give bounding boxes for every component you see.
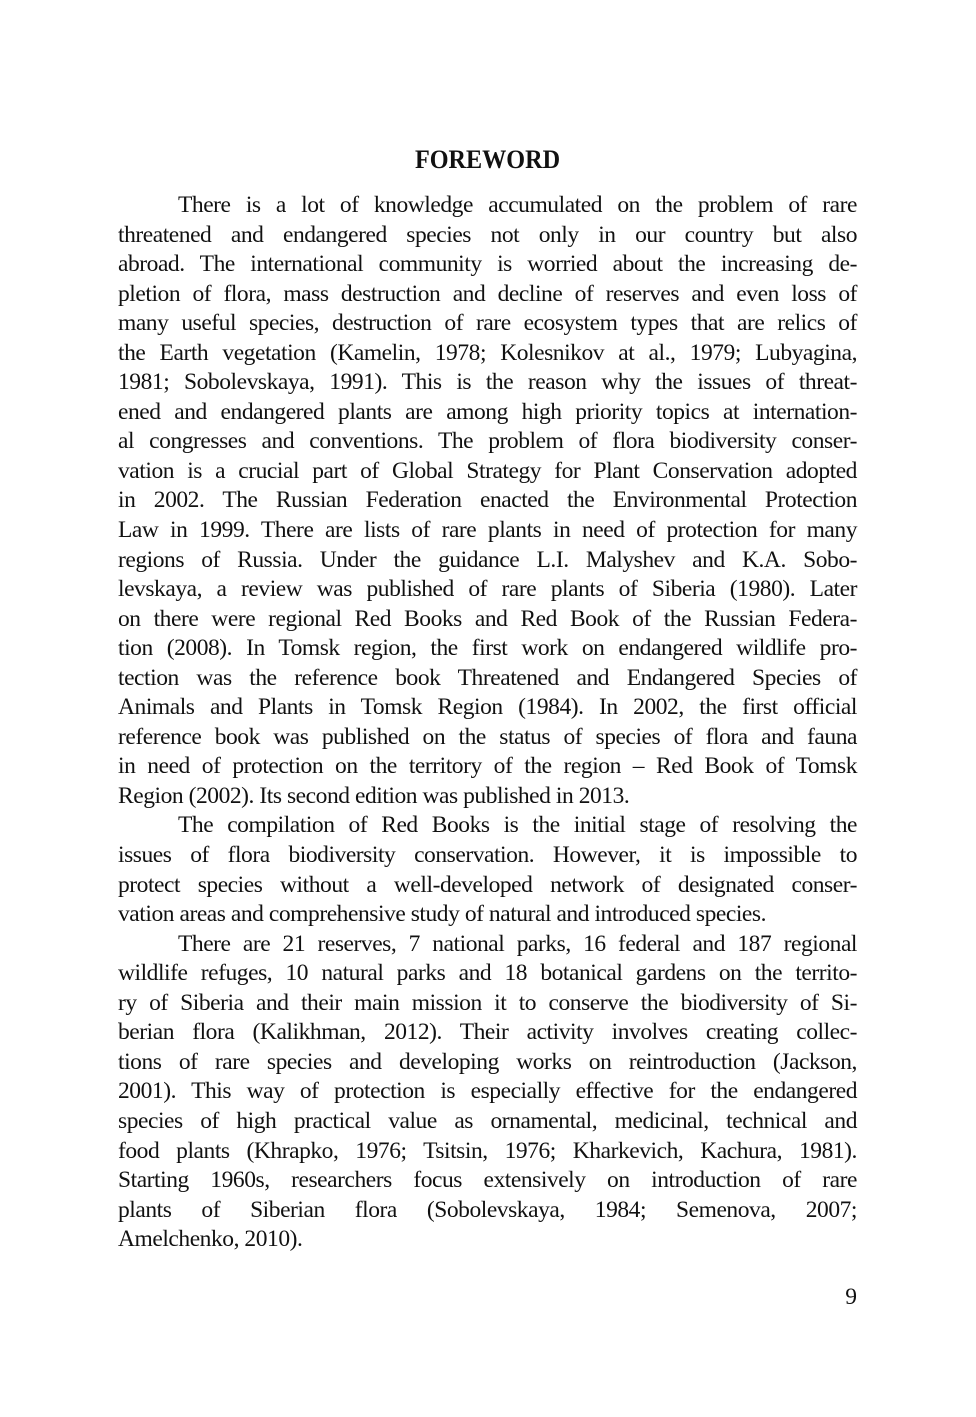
text-line: 2001). This way of protection is especially effective for the endangered [118,1078,857,1105]
text-line: tion (2008). In Tomsk region, the first work on endangered wildlife pro- [118,635,857,662]
text-line: 1981; Sobolevskaya, 1991). This is the reason why the issues of threat- [118,369,857,396]
text-line: ry of Siberia and their main mission it to conserve the biodiversity of Si- [118,989,857,1016]
text-line: vation areas and comprehensive study of natural and introduced species. [118,901,767,928]
text-line: pletion of flora, mass destruction and decline of reserves and even loss of [118,280,857,307]
page-number: 9 [845,1284,857,1310]
body-text [118,191,857,1255]
text-line: Animals and Plants in Tomsk Region (1984). In 2002, the first official [118,694,857,721]
text-line: reference book was published on the status of species of flora and fauna [118,723,857,750]
text-line: Amelchenko, 2010). [118,1226,303,1253]
text-line: abroad. The international community is worried about the increasing de- [118,251,857,278]
text-line: There is a lot of knowledge accumulated on the problem of rare [178,192,857,218]
text-line: tions of rare species and developing works on reintroduction (Jackson, [118,1048,857,1075]
text-line: on there were regional Red Books and Red Book of the Russian Federa- [118,605,857,632]
text-line: threatened and endangered species not only in our country but also [118,221,857,248]
text-line: food plants (Khrapko, 1976; Tsitsin, 1976; Kharkevich, Kachura, 1981). [118,1137,857,1164]
text-line: vation is a crucial part of Global Strategy for Plant Conservation adopted [118,457,857,484]
text-line: protect species without a well-developed network of designated conser- [118,871,857,898]
text-line: The compilation of Red Books is the initial stage of resolving the [178,812,857,839]
text-line: Law in 1999. There are lists of rare plants in need of protection for many [118,517,857,544]
text-line: species of high practical value as ornamental, medicinal, technical and [118,1107,857,1134]
text-line: issues of flora biodiversity conservation. However, it is impossible to [118,842,857,869]
text-line: ened and endangered plants are among high priority topics at internation- [118,398,857,425]
text-line: tection was the reference book Threatened and Endangered Species of [118,664,857,691]
text-line: plants of Siberian flora (Sobolevskaya, 1984; Semenova, 2007; [118,1196,857,1223]
text-line: Starting 1960s, researchers focus extensively on introduction of rare [118,1167,857,1194]
page-title: FOREWORD [414,145,561,174]
text-line: Region (2002). Its second edition was published in 2013. [118,782,630,809]
text-line: levskaya, a review was published of rare plants of Siberia (1980). Later [118,576,857,603]
text-line: many useful species, destruction of rare ecosystem types that are relics of [118,310,857,337]
text-line: in 2002. The Russian Federation enacted the Environmental Protection [118,487,857,514]
text-line: the Earth vegetation (Kamelin, 1978; Kolesnikov at al., 1979; Lubyagina, [118,339,857,366]
text-line: al congresses and conventions. The problem of flora biodiversity conser- [118,428,857,455]
text-line: wildlife refuges, 10 natural parks and 18 botanical gardens on the territo- [118,960,857,987]
text-line: regions of Russia. Under the guidance L.I. Malyshev and K.A. Sobo- [118,546,857,573]
text-line: There are 21 reserves, 7 national parks, 16 federal and 187 regional [178,930,857,957]
text-line: berian flora (Kalikhman, 2012). Their activity involves creating collec- [118,1019,857,1046]
text-line: in need of protection on the territory of the region – Red Book of Tomsk [118,753,857,780]
